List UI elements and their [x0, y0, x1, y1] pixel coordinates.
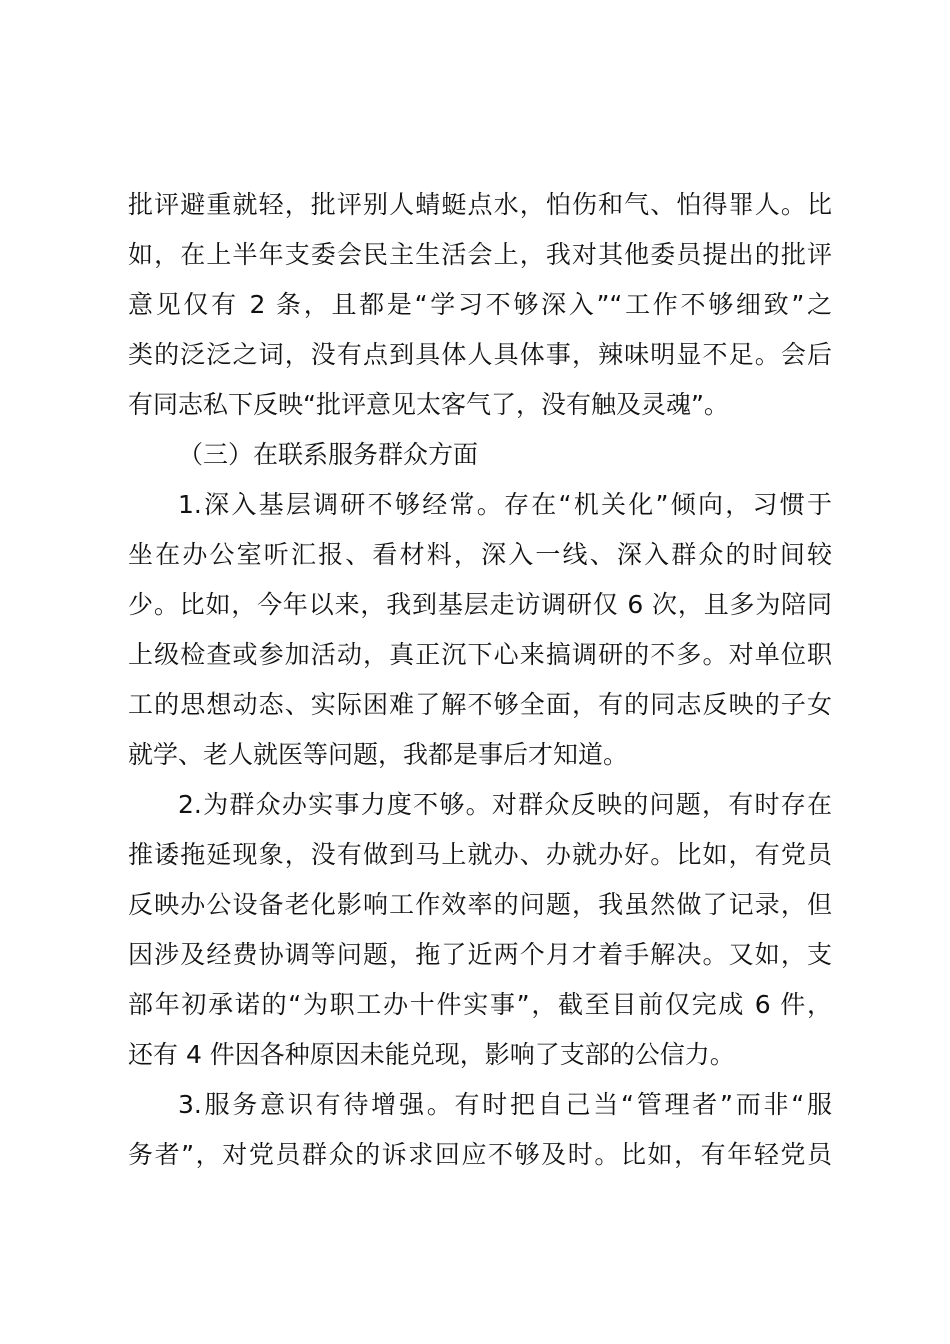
- section-heading: （三）在联系服务群众方面: [178, 440, 479, 469]
- paragraph-line: 上级检查或参加活动，真正沉下心来搞调研的不多。对单位职: [128, 640, 832, 669]
- paragraph-line: 批评避重就轻，批评别人蜻蜓点水，怕伤和气、怕得罪人。比: [128, 190, 832, 219]
- paragraph-line: 类的泛泛之词，没有点到具体人具体事，辣味明显不足。会后: [128, 340, 832, 369]
- item-heading-line: 1.深入基层调研不够经常。存在“机关化”倾向，习惯于: [178, 490, 832, 519]
- paragraph-line: 推诿拖延现象，没有做到马上就办、办就办好。比如，有党员: [128, 840, 832, 869]
- paragraph-line: 坐在办公室听汇报、看材料，深入一线、深入群众的时间较: [128, 540, 832, 569]
- paragraph-line: 部年初承诺的“为职工办十件实事”，截至目前仅完成 6 件，: [128, 990, 832, 1019]
- paragraph-line: 少。比如，今年以来，我到基层走访调研仅 6 次，且多为陪同: [128, 590, 832, 619]
- paragraph-line: 务者”，对党员群众的诉求回应不够及时。比如，有年轻党员: [128, 1140, 832, 1169]
- paragraph-line: 因涉及经费协调等问题，拖了近两个月才着手解决。又如，支: [128, 940, 832, 969]
- document-body: [128, 180, 832, 1180]
- paragraph-line: 反映办公设备老化影响工作效率的问题，我虽然做了记录，但: [128, 890, 832, 919]
- paragraph-line: 有同志私下反映“批评意见太客气了，没有触及灵魂”。: [128, 390, 729, 419]
- paragraph-line: 意见仅有 2 条，且都是“学习不够深入”“工作不够细致”之: [128, 290, 832, 319]
- paragraph-line: 工的思想动态、实际困难了解不够全面，有的同志反映的子女: [128, 690, 832, 719]
- paragraph-line: 就学、老人就医等问题，我都是事后才知道。: [128, 740, 629, 769]
- paragraph-line: 还有 4 件因各种原因未能兑现，影响了支部的公信力。: [128, 1040, 735, 1069]
- item-heading-line: 3.服务意识有待增强。有时把自己当“管理者”而非“服: [178, 1090, 832, 1119]
- paragraph-line: 如，在上半年支委会民主生活会上，我对其他委员提出的批评: [128, 240, 832, 269]
- item-heading-line: 2.为群众办实事力度不够。对群众反映的问题，有时存在: [178, 790, 832, 819]
